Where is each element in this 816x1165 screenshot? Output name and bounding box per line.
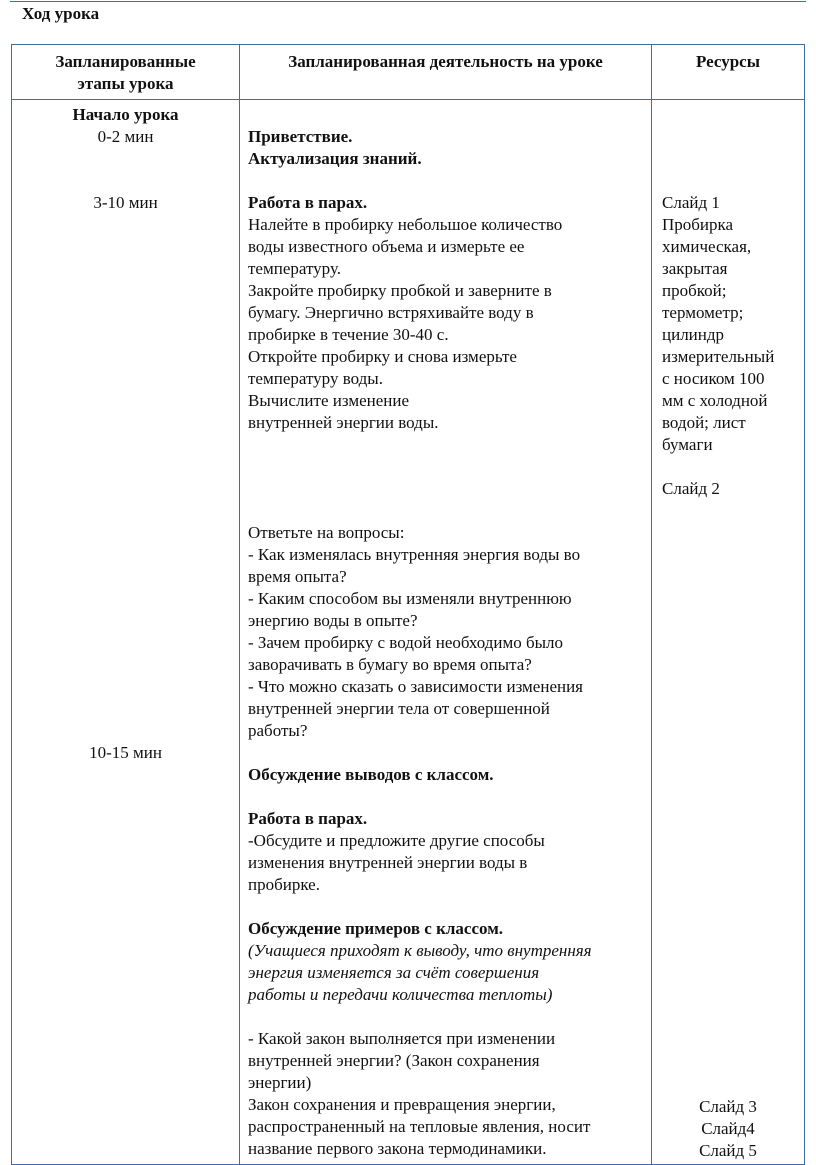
text-line: работы? xyxy=(248,721,308,740)
bottom-slides xyxy=(652,1096,804,1162)
header-resources: Ресурсы xyxy=(652,45,805,100)
stage-heading: Начало урока xyxy=(72,105,179,124)
text-line: водой; лист xyxy=(662,413,746,432)
text-line: с носиком 100 xyxy=(662,369,765,388)
conclusion-note xyxy=(248,940,645,1006)
materials-list xyxy=(662,214,800,456)
text-line: внутренней энергии воды. xyxy=(248,413,439,432)
text-line: - Что можно сказать о зависимости изменения xyxy=(248,677,584,696)
text-line: название первого закона термодинамики. xyxy=(248,1139,547,1158)
header-stages: Запланированные этапы урока xyxy=(12,45,240,100)
text-line: распространенный на тепловые явления, носит xyxy=(248,1117,591,1136)
stage-time: 3-10 мин xyxy=(93,193,158,212)
slide-5-label: Слайд 5 xyxy=(699,1141,757,1160)
text-line: термометр; xyxy=(662,303,744,322)
stage-time: 0-2 мин xyxy=(97,127,154,146)
text-line: время опыта? xyxy=(248,567,347,586)
text-line: пробирке. xyxy=(248,875,320,894)
text-line: Пробирка xyxy=(662,215,734,234)
text-line: - Каким способом вы изменяли внутреннюю xyxy=(248,589,572,608)
text-line: температуру. xyxy=(248,259,342,278)
text-line: цилиндр xyxy=(662,325,725,344)
text-line: Вычислите изменение xyxy=(248,391,410,410)
top-rule xyxy=(10,1,806,2)
text-line: воды известного объема и измерьте ее xyxy=(248,237,525,256)
text-line: Ответьте на вопросы: xyxy=(248,523,405,542)
law-question xyxy=(248,1028,645,1094)
slide-1-label: Слайд 1 xyxy=(662,193,720,212)
text-line: -Обсудите и предложите другие способы xyxy=(248,831,545,850)
pairs-work-instructions-2 xyxy=(248,830,645,896)
text-line: Закон сохранения и превращения энергии, xyxy=(248,1095,556,1114)
text-line: - Как изменялась внутренняя энергия воды во xyxy=(248,545,581,564)
pairs-work-title-2: Работа в парах. xyxy=(248,809,368,828)
questions-block xyxy=(248,522,645,742)
text-line: мм с холодной xyxy=(662,391,768,410)
text-line: (Учащиеся приходят к выводу, что внутренняя xyxy=(248,941,592,960)
text-line: работы и передачи количества теплоты) xyxy=(248,985,553,1004)
stages-cell xyxy=(12,100,240,1165)
law-statement xyxy=(248,1094,645,1160)
pairs-work-title: Работа в парах. xyxy=(248,193,368,212)
text-line: - Какой закон выполняется при изменении xyxy=(248,1029,556,1048)
text-line: химическая, xyxy=(662,237,752,256)
table-row xyxy=(12,100,805,1165)
text-line: бумаги xyxy=(662,435,713,454)
greeting-text: Приветствие. xyxy=(248,127,353,146)
text-line: энергия изменяется за счёт совершения xyxy=(248,963,540,982)
text-line: изменения внутренней энергии воды в xyxy=(248,853,528,872)
table-header-row xyxy=(12,45,805,100)
text-line: закрытая xyxy=(662,259,728,278)
text-line: заворачивать в бумагу во время опыта? xyxy=(248,655,532,674)
page-title: Ход урока xyxy=(22,4,100,23)
text-line: измерительный xyxy=(662,347,775,366)
text-line: Налейте в пробирку небольшое количество xyxy=(248,215,563,234)
text-line: энергию воды в опыте? xyxy=(248,611,418,630)
stage-time: 10-15 мин xyxy=(89,743,162,762)
header-activity: Запланированная деятельность на уроке xyxy=(240,45,652,100)
slide-3-label: Слайд 3 xyxy=(699,1097,757,1116)
text-line: пробкой; xyxy=(662,281,727,300)
text-line: внутренней энергии? (Закон сохранения xyxy=(248,1051,540,1070)
discussion-conclusions: Обсуждение выводов с классом. xyxy=(248,765,494,784)
activity-cell xyxy=(240,100,652,1165)
text-line: Откройте пробирку и снова измерьте xyxy=(248,347,517,366)
text-line: энергии) xyxy=(248,1073,312,1092)
text-line: бумагу. Энергично встряхивайте воду в xyxy=(248,303,534,322)
slide-2-label: Слайд 2 xyxy=(662,479,720,498)
text-line: внутренней энергии тела от совершенной xyxy=(248,699,550,718)
actualization-text: Актуализация знаний. xyxy=(248,149,422,168)
discussion-examples: Обсуждение примеров с классом. xyxy=(248,919,504,938)
lesson-plan-table xyxy=(11,44,805,1165)
text-line: температуру воды. xyxy=(248,369,383,388)
text-line: Закройте пробирку пробкой и заверните в xyxy=(248,281,552,300)
text-line: пробирке в течение 30-40 с. xyxy=(248,325,449,344)
text-line: - Зачем пробирку с водой необходимо было xyxy=(248,633,564,652)
slide-4-label: Слайд4 xyxy=(701,1119,755,1138)
pairs-work-instructions xyxy=(248,214,645,434)
resources-cell xyxy=(652,100,805,1165)
